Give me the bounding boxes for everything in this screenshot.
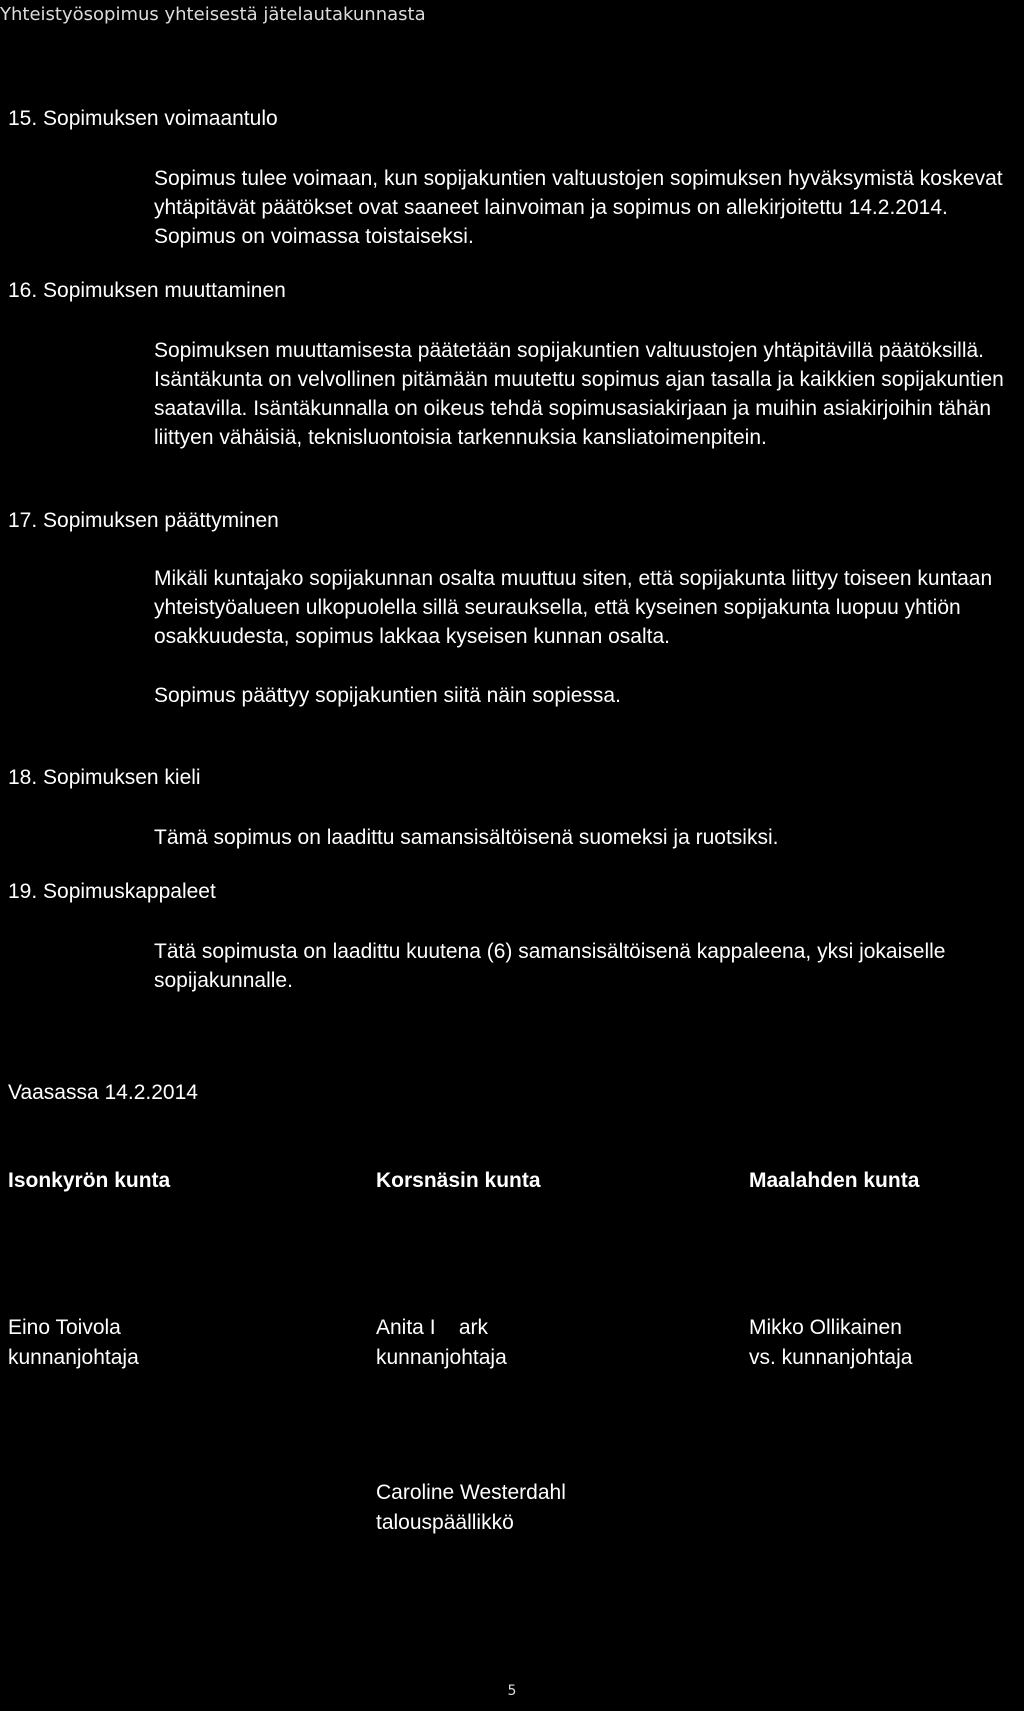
- section-19-body: [154, 937, 1024, 995]
- section-15-body: [154, 164, 1024, 251]
- page-number: 5: [507, 1683, 517, 1699]
- section-18-paragraph-1: Tämä sopimus on laadittu samansisältöisenä suomeksi ja ruotsiksi.: [154, 826, 779, 849]
- section-19-heading: 19. Sopimuskappaleet: [8, 880, 216, 903]
- signatory-organization: Korsnäsin kunta: [376, 1169, 541, 1192]
- signatory-3: [749, 1166, 919, 1373]
- section-17-heading: 17. Sopimuksen päättyminen: [8, 509, 279, 532]
- signatory-name: Eino Toivola: [8, 1316, 121, 1339]
- section-16-heading: 16. Sopimuksen muuttaminen: [8, 279, 286, 302]
- section-18-body: [154, 823, 1024, 852]
- place-date: Vaasassa 14.2.2014: [8, 1081, 198, 1104]
- signatory-title: talouspäällikkö: [376, 1511, 514, 1534]
- signatory-4: [376, 1478, 566, 1538]
- section-16-paragraph-1: Sopimuksen muuttamisesta päätetään sopijakuntien valtuustojen yhtäpitävillä päätöksillä. Isäntäkunta on velvollinen pitämään muutettu sopimus ajan tasalla ja kaikkien sopijakuntien saatavilla. Isäntäkunnalla on oikeus tehdä sopimusasiakirjaan ja muihin asiakirjoihin tähän liittyen vähäisiä, teknisluontoisia tarkennuksia kansliatoimenpitein.: [154, 339, 1004, 449]
- section-16-body: [154, 336, 1024, 452]
- signatory-title: kunnanjohtaja: [376, 1346, 507, 1369]
- section-17-paragraph-2: Sopimus päättyy sopijakuntien siitä näin sopiessa.: [154, 684, 621, 707]
- signatory-name: Mikko Ollikainen: [749, 1316, 902, 1339]
- signatory-organization: Isonkyrön kunta: [8, 1169, 171, 1192]
- running-header: Yhteistyösopimus yhteisestä jätelautakunnasta: [0, 4, 426, 25]
- section-17-paragraph-1: Mikäli kuntajako sopijakunnan osalta muuttuu siten, että sopijakunta liittyy toiseen kuntaan yhteistyöalueen ulkopuolella sillä seurauksella, että kyseinen sopijakunta luopuu yhtiön osakkuudesta, sopimus lakkaa kyseisen kunnan osalta.: [154, 567, 993, 648]
- signatory-name: Anita I ark: [376, 1316, 489, 1339]
- signatory-1: [8, 1166, 170, 1373]
- section-15-paragraph-1: Sopimus tulee voimaan, kun sopijakuntien valtuustojen sopimuksen hyväksymistä koskevat yhtäpitävät päätökset ovat saaneet lainvoiman ja sopimus on allekirjoitettu 14.2.2014. Sopimus on voimassa toistaiseksi.: [154, 167, 1003, 248]
- signatory-2: [376, 1166, 541, 1373]
- signatory-title: vs. kunnanjohtaja: [749, 1346, 913, 1369]
- signatory-organization: Maalahden kunta: [749, 1169, 920, 1192]
- section-19-paragraph-1: Tätä sopimusta on laadittu kuutena (6) samansisältöisenä kappaleena, yksi jokaiselle sopijakunnalle.: [154, 940, 946, 992]
- section-18-heading: 18. Sopimuksen kieli: [8, 766, 201, 789]
- signatory-name: Caroline Westerdahl: [376, 1481, 566, 1504]
- signatory-title: kunnanjohtaja: [8, 1346, 139, 1369]
- section-17-body: [154, 564, 1024, 710]
- section-15-heading: 15. Sopimuksen voimaantulo: [8, 107, 278, 130]
